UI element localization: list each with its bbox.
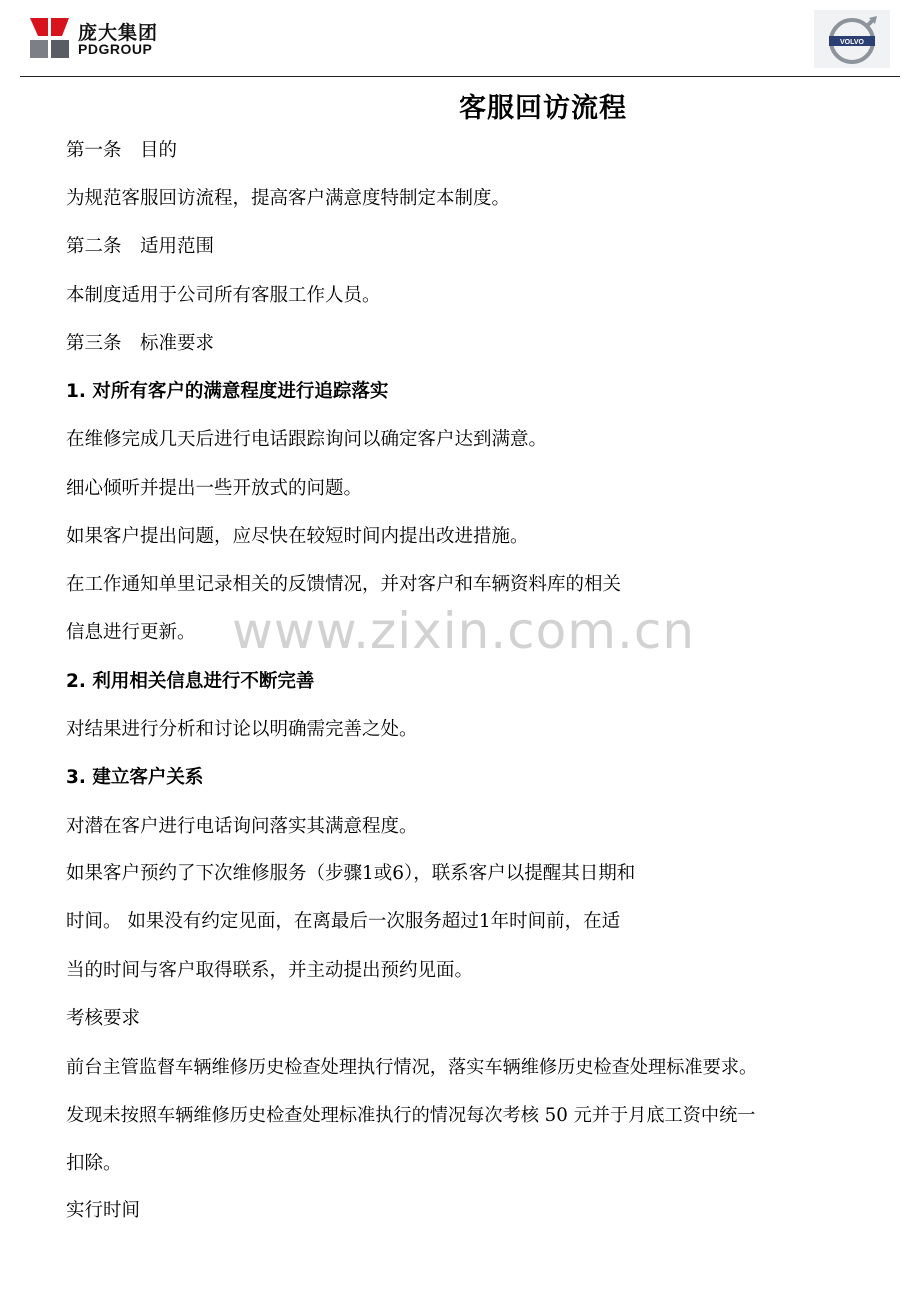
paragraph: 在维修完成几天后进行电话跟踪询问以确定客户达到满意。 xyxy=(66,429,548,450)
paragraph: 扣除。 xyxy=(66,1153,122,1174)
paragraph: 发现未按照车辆维修历史检查处理标准执行的情况每次考核 50 元并于月底工资中统一 xyxy=(66,1105,756,1126)
volvo-logo xyxy=(814,10,890,68)
article-2-heading: 第二条 适用范围 xyxy=(66,236,215,257)
pdgroup-mark-icon xyxy=(28,16,72,60)
section-3-heading: 3. 建立客户关系 xyxy=(66,767,204,788)
pdgroup-logo xyxy=(28,16,168,62)
paragraph: 在工作通知单里记录相关的反馈情况，并对客户和车辆资料库的相关 xyxy=(66,574,622,595)
paragraph: 本制度适用于公司所有客服工作人员。 xyxy=(66,285,381,306)
paragraph: 为规范客服回访流程，提高客户满意度特制定本制度。 xyxy=(66,188,511,209)
section-2-heading: 2. 利用相关信息进行不断完善 xyxy=(66,671,315,692)
page-header xyxy=(0,0,920,78)
brand-text: VOLVO xyxy=(840,39,864,46)
assessment-heading: 考核要求 xyxy=(66,1008,141,1029)
paragraph: 细心倾听并提出一些开放式的问题。 xyxy=(66,478,363,499)
paragraph: 对结果进行分析和讨论以明确需完善之处。 xyxy=(66,719,418,740)
paragraph: 前台主管监督车辆维修历史检查处理执行情况，落实车辆维修历史检查处理标准要求。 xyxy=(66,1057,758,1078)
article-1-heading: 第一条 目的 xyxy=(66,140,178,161)
document-title: 客服回访流程 xyxy=(459,93,627,124)
paragraph: 信息进行更新。 xyxy=(66,622,196,643)
paragraph: 如果客户预约了下次维修服务（步骤1或6），联系客户以提醒其日期和 xyxy=(66,863,636,884)
article-3-heading: 第三条 标准要求 xyxy=(66,333,215,354)
paragraph: 对潜在客户进行电话询问落实其满意程度。 xyxy=(66,816,418,837)
company-name-en: PDGROUP xyxy=(78,41,153,57)
effective-date-heading: 实行时间 xyxy=(66,1200,141,1221)
watermark: www.zixin.com.cn xyxy=(232,602,696,660)
paragraph: 时间。 如果没有约定见面，在离最后一次服务超过1年时间前，在适 xyxy=(66,911,621,932)
section-1-heading: 1. 对所有客户的满意程度进行追踪落实 xyxy=(66,381,389,402)
paragraph: 当的时间与客户取得联系，并主动提出预约见面。 xyxy=(66,960,474,981)
company-name-cn: 庞大集团 xyxy=(78,22,159,44)
header-divider xyxy=(20,76,900,77)
volvo-emblem-icon xyxy=(814,10,890,68)
paragraph: 如果客户提出问题，应尽快在较短时间内提出改进措施。 xyxy=(66,526,529,547)
